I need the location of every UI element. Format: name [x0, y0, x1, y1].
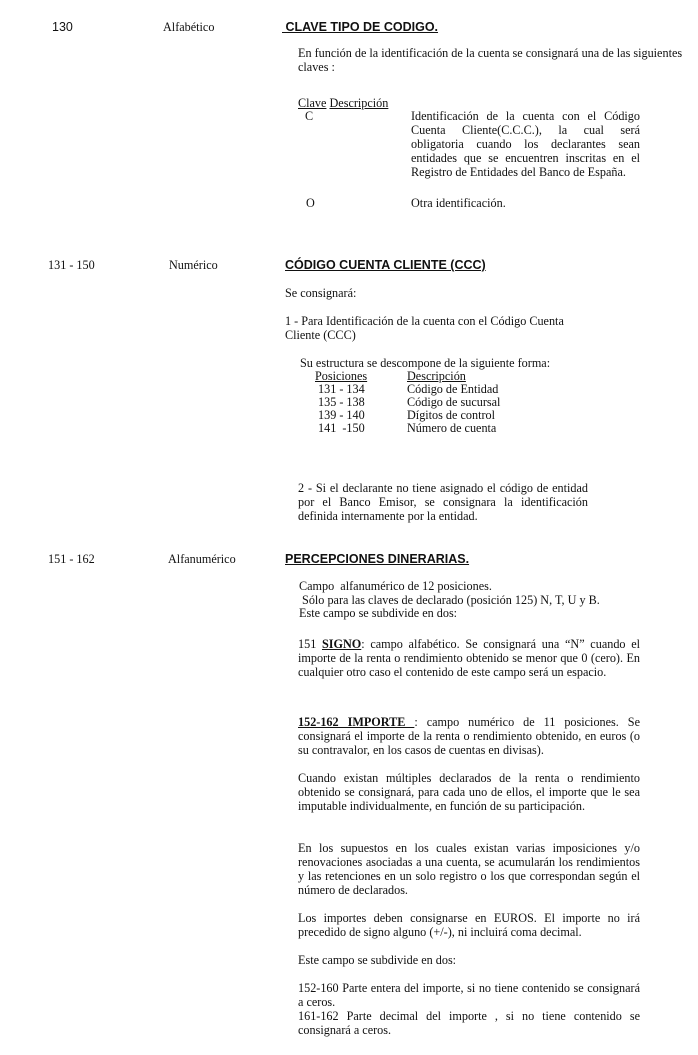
field-position: 131 - 150 — [48, 258, 95, 272]
structure-pos: 131 - 134 — [318, 382, 365, 396]
structure-table — [315, 370, 500, 435]
importe-paragraph — [298, 715, 640, 757]
section-heading: CLAVE TIPO DE CODIGO. — [282, 20, 439, 34]
paragraph: En los supuestos en los cuales existan varias imposiciones y/o renovaciones asociadas a una cuenta, se acumularán los rendimientos y las retenciones en un solo registro o los que correspondan según el número de declarados. — [298, 841, 640, 897]
structure-desc: Dígitos de control — [407, 408, 496, 422]
structure-desc: Código de Entidad — [407, 382, 499, 396]
section-intro — [299, 580, 600, 621]
descripcion-header: Descripción — [329, 96, 389, 110]
field-type: Numérico — [169, 258, 218, 272]
section-point-2: 2 - Si el declarante no tiene asignado el código de entidad por el Banco Emisor, se consignara la identificación definida internamente por la entidad. — [298, 481, 588, 523]
clave-code: C — [305, 109, 314, 123]
intro-line: Este campo se subdivide en dos: — [299, 606, 458, 620]
importe-text: : campo numérico de 11 posiciones. Se consignará el importe de la renta o rendimiento obtenido, en euros (o su contravalor, en los casos de cuentas en divisas). — [298, 715, 640, 757]
field-position: 151 - 162 — [48, 552, 95, 566]
clave-table-header — [298, 96, 388, 110]
clave-description: Identificación de la cuenta con el Código Cuenta Cliente(C.C.C.), la cual será obligatoria cuando los declarantes sean entidades que se encuentren inscritas en el Registro de Entidades del Banco de España. — [411, 109, 640, 179]
subfield: 161-162 Parte decimal del importe , si no tiene contenido se consignará a ceros. — [298, 1009, 640, 1037]
section-point-1: 1 - Para Identificación de la cuenta con el Código Cuenta Cliente (CCC) — [285, 314, 564, 342]
structure-desc: Código de sucursal — [407, 395, 501, 409]
section-intro: En función de la identificación de la cuenta se consignará una de las siguientes claves : — [298, 46, 683, 74]
structure-pos: 139 - 140 — [318, 408, 365, 422]
paragraph: Este campo se subdivide en dos: — [298, 953, 457, 967]
field-type: Alfabético — [163, 20, 215, 34]
section-line: Se consignará: — [285, 286, 357, 300]
clave-header: Clave — [298, 96, 327, 110]
intro-line: Sólo para las claves de declarado (posición 125) N, T, U y B. — [299, 592, 600, 607]
intro-line: Campo alfanumérico de 12 posiciones. — [299, 579, 492, 593]
section-heading: CÓDIGO CUENTA CLIENTE (CCC) — [285, 258, 486, 272]
signo-text: : campo alfabético. Se consignará una “N” cuando el importe de la renta o rendimiento obtenido se menor que 0 (cero). En cualquier otro caso el contenido de este campo será un espacio. — [298, 637, 640, 679]
signo-prefix: 151 — [298, 637, 322, 651]
section-heading: PERCEPCIONES DINERARIAS. — [285, 552, 470, 566]
structure-desc: Número de cuenta — [407, 421, 497, 435]
signo-paragraph — [298, 637, 640, 679]
field-position: 130 — [52, 20, 73, 34]
subfield: 152-160 Parte entera del importe, si no tiene contenido se consignará a ceros. — [298, 981, 640, 1009]
paragraph: Cuando existan múltiples declarados de la renta o rendimiento obtenido se consignará, para cada uno de ellos, el importe que le sea imputable individualmente, en función de su participación. — [298, 771, 640, 813]
signo-label: SIGNO — [321, 637, 362, 651]
posiciones-header: Posiciones — [315, 369, 368, 383]
field-type: Alfanumérico — [168, 552, 236, 566]
structure-intro: Su estructura se descompone de la siguiente forma: — [300, 356, 551, 370]
clave-code: O — [306, 196, 315, 210]
clave-description: Otra identificación. — [411, 196, 506, 210]
importe-label: 152-162 IMPORTE — [298, 715, 415, 729]
structure-pos: 141 -150 — [318, 421, 365, 435]
descripcion-header: Descripción — [407, 369, 466, 383]
paragraph: Los importes deben consignarse en EUROS. El importe no irá precedido de signo alguno (+/-), ni incluirá coma decimal. — [298, 911, 640, 939]
structure-pos: 135 - 138 — [318, 395, 365, 409]
structure-row — [315, 422, 500, 435]
